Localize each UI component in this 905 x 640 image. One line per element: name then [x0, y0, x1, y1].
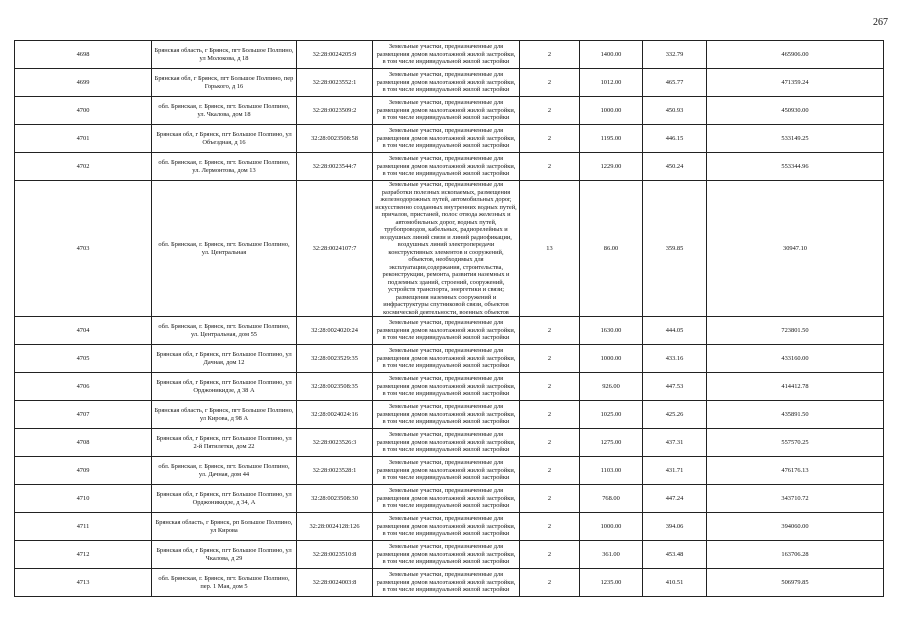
group-number-cell: 2 — [520, 513, 580, 541]
cadastral-number-cell: 32:28:0024024:16 — [297, 401, 373, 429]
cadastral-value-cell: 394060.00 — [707, 513, 884, 541]
address-cell: Брянская обл, г Брянск, пгт Большое Полпино, ул Объездная, д 16 — [152, 125, 297, 153]
table-row — [15, 373, 884, 401]
land-use-cell: Земельные участки, предназначенные для размещения домов малоэтажной жилой застройки, в том числе индивидуальной жилой застройки — [373, 69, 520, 97]
table-row — [15, 317, 884, 345]
cadastral-number-cell: 32:28:0023528:1 — [297, 457, 373, 485]
table-row — [15, 41, 884, 69]
address-cell: обл. Брянская, г. Брянск, пгт. Большое Полпино, ул. Дачная, дом 44 — [152, 457, 297, 485]
group-number-cell: 2 — [520, 429, 580, 457]
cadastral-number-cell: 32:28:0024107:7 — [297, 181, 373, 317]
row-number: 4713 — [15, 569, 152, 597]
cadastral-number-cell: 32:28:0023529:35 — [297, 345, 373, 373]
row-number: 4703 — [15, 181, 152, 317]
group-number-cell: 2 — [520, 125, 580, 153]
table-row — [15, 541, 884, 569]
area-cell: 1630.00 — [580, 317, 643, 345]
address-cell: Брянская обл, г Брянск, пгт Большое Полпино, ул 2-й Пятилетки, дом 22 — [152, 429, 297, 457]
table-row — [15, 429, 884, 457]
cadastral-value-cell: 723801.50 — [707, 317, 884, 345]
cadastral-value-cell: 450930.00 — [707, 97, 884, 125]
land-use-cell: Земельные участки, предназначенные для размещения домов малоэтажной жилой застройки, в том числе индивидуальной жилой застройки — [373, 513, 520, 541]
row-number: 4705 — [15, 345, 152, 373]
address-cell: Брянская обл, г Брянск, пгт Большое Полпино, ул Чкалова, д 29 — [152, 541, 297, 569]
land-use-cell: Земельные участки, предназначенные для размещения домов малоэтажной жилой застройки, в том числе индивидуальной жилой застройки — [373, 41, 520, 69]
land-use-cell: Земельные участки, предназначенные для разработки полезных ископаемых, размещения железнодорожных путей, автомобильных дорог, искусственно созданных внутренних водных путей, причалов, пристаней, полос отвода железных и автомобильных дорог, водных путей, трубопроводов, кабельных, радиорелейных и воздушных линий связи и линий радиофикации, воздушных линий электропередачи конструктивных элементов и сооружений, объектов, необходимых для эксплуатации,содержания, строительства, реконструкции, ремонта, развития наземных и подземных зданий, строений, сооружений, устройств транспорта, энергетики и связи; размещения наземных сооружений и инфраструктуры спутниковой связи, объектов космической деятельности, военных объектов — [373, 181, 520, 317]
cadastral-number-cell: 32:28:0023509:2 — [297, 97, 373, 125]
specific-value-cell: 425.26 — [643, 401, 707, 429]
area-cell: 1229.00 — [580, 153, 643, 181]
address-cell: Брянская область, г Брянск, рп Большое Полпино, ул Кирова — [152, 513, 297, 541]
address-cell: Брянская область, г Брянск, пгт Большое Полпино, ул Кирова, д 98 А — [152, 401, 297, 429]
cadastral-value-cell: 163706.28 — [707, 541, 884, 569]
specific-value-cell: 410.51 — [643, 569, 707, 597]
specific-value-cell: 447.24 — [643, 485, 707, 513]
table-row — [15, 457, 884, 485]
specific-value-cell: 431.71 — [643, 457, 707, 485]
group-number-cell: 2 — [520, 569, 580, 597]
group-number-cell: 2 — [520, 373, 580, 401]
address-cell: обл. Брянская, г. Брянск, пгт. Большое Полпино, ул. Центральная — [152, 181, 297, 317]
cadastral-value-cell: 414412.78 — [707, 373, 884, 401]
cadastral-value-cell: 471359.24 — [707, 69, 884, 97]
address-cell: Брянская обл, г Брянск, пгт Большое Полпино, пер Горького, д 16 — [152, 69, 297, 97]
area-cell: 1195.00 — [580, 125, 643, 153]
table-row — [15, 69, 884, 97]
land-use-cell: Земельные участки, предназначенные для размещения домов малоэтажной жилой застройки, в том числе индивидуальной жилой застройки — [373, 485, 520, 513]
cadastral-value-cell: 343710.72 — [707, 485, 884, 513]
land-use-cell: Земельные участки, предназначенные для размещения домов малоэтажной жилой застройки, в том числе индивидуальной жилой застройки — [373, 317, 520, 345]
row-number: 4708 — [15, 429, 152, 457]
area-cell: 361.00 — [580, 541, 643, 569]
land-use-cell: Земельные участки, предназначенные для размещения домов малоэтажной жилой застройки, в том числе индивидуальной жилой застройки — [373, 569, 520, 597]
row-number: 4710 — [15, 485, 152, 513]
address-cell: обл. Брянская, г. Брянск, пгт. Большое Полпино, ул. Чкалова, дом 18 — [152, 97, 297, 125]
specific-value-cell: 453.48 — [643, 541, 707, 569]
row-number: 4701 — [15, 125, 152, 153]
cadastral-number-cell: 32:28:0024128:126 — [297, 513, 373, 541]
cadastral-value-cell: 433160.00 — [707, 345, 884, 373]
cadastral-value-cell: 533149.25 — [707, 125, 884, 153]
cadastral-value-cell: 557570.25 — [707, 429, 884, 457]
cadastral-number-cell: 32:28:0023508:30 — [297, 485, 373, 513]
area-cell: 1275.00 — [580, 429, 643, 457]
cadastral-value-cell: 30947.10 — [707, 181, 884, 317]
address-cell: обл. Брянская, г. Брянск, пгт. Большое Полпино, ул. Лермонтова, дом 13 — [152, 153, 297, 181]
area-cell: 1000.00 — [580, 345, 643, 373]
table-row — [15, 125, 884, 153]
area-cell: 86.00 — [580, 181, 643, 317]
row-number: 4711 — [15, 513, 152, 541]
area-cell: 1000.00 — [580, 513, 643, 541]
land-use-cell: Земельные участки, предназначенные для размещения домов малоэтажной жилой застройки, в том числе индивидуальной жилой застройки — [373, 401, 520, 429]
specific-value-cell: 465.77 — [643, 69, 707, 97]
specific-value-cell: 394.06 — [643, 513, 707, 541]
address-cell: Брянская область, г Брянск, пгт Большое Полпино, ул Молокова, д 18 — [152, 41, 297, 69]
cadastral-number-cell: 32:28:0024020:24 — [297, 317, 373, 345]
address-cell: обл. Брянская, г. Брянск, пгт. Большое Полпино, пер. 1 Мая, дом 5 — [152, 569, 297, 597]
cadastral-number-cell: 32:28:0023552:1 — [297, 69, 373, 97]
land-use-cell: Земельные участки, предназначенные для размещения домов малоэтажной жилой застройки, в том числе индивидуальной жилой застройки — [373, 541, 520, 569]
cadastral-value-cell: 476176.13 — [707, 457, 884, 485]
table-row — [15, 181, 884, 317]
area-cell: 1000.00 — [580, 97, 643, 125]
row-number: 4712 — [15, 541, 152, 569]
specific-value-cell: 450.24 — [643, 153, 707, 181]
table-row — [15, 513, 884, 541]
group-number-cell: 2 — [520, 541, 580, 569]
land-use-cell: Земельные участки, предназначенные для размещения домов малоэтажной жилой застройки, в том числе индивидуальной жилой застройки — [373, 153, 520, 181]
group-number-cell: 2 — [520, 69, 580, 97]
row-number: 4709 — [15, 457, 152, 485]
cadastral-number-cell: 32:28:0024003:8 — [297, 569, 373, 597]
area-cell: 926.00 — [580, 373, 643, 401]
row-number: 4700 — [15, 97, 152, 125]
address-cell: Брянская обл, г Брянск, пгт Большое Полпино, ул Орджоникидзе, д 38 А — [152, 373, 297, 401]
area-cell: 1025.00 — [580, 401, 643, 429]
row-number: 4698 — [15, 41, 152, 69]
table-row — [15, 97, 884, 125]
table-row — [15, 401, 884, 429]
cadastral-value-table — [14, 40, 884, 597]
address-cell: Брянская обл, г Брянск, пгт Большое Полпино, ул Орджоникидзе, д 34, А — [152, 485, 297, 513]
table-row — [15, 153, 884, 181]
address-cell: Брянская обл, г Брянск, пгт Большое Полпино, ул Дачная, дом 12 — [152, 345, 297, 373]
row-number: 4699 — [15, 69, 152, 97]
specific-value-cell: 437.31 — [643, 429, 707, 457]
row-number: 4707 — [15, 401, 152, 429]
row-number: 4706 — [15, 373, 152, 401]
group-number-cell: 2 — [520, 317, 580, 345]
address-cell: обл. Брянская, г. Брянск, пгт. Большое Полпино, ул. Центральная, дом 55 — [152, 317, 297, 345]
specific-value-cell: 447.53 — [643, 373, 707, 401]
table-row — [15, 345, 884, 373]
cadastral-number-cell: 32:28:0024205:9 — [297, 41, 373, 69]
land-use-cell: Земельные участки, предназначенные для размещения домов малоэтажной жилой застройки, в том числе индивидуальной жилой застройки — [373, 97, 520, 125]
table-row — [15, 485, 884, 513]
cadastral-number-cell: 32:28:0023526:3 — [297, 429, 373, 457]
specific-value-cell: 444.05 — [643, 317, 707, 345]
specific-value-cell: 433.16 — [643, 345, 707, 373]
cadastral-number-cell: 32:28:0023510:8 — [297, 541, 373, 569]
cadastral-value-cell: 506979.85 — [707, 569, 884, 597]
area-cell: 768.00 — [580, 485, 643, 513]
area-cell: 1235.00 — [580, 569, 643, 597]
cadastral-value-cell: 435891.50 — [707, 401, 884, 429]
area-cell: 1400.00 — [580, 41, 643, 69]
cadastral-number-cell: 32:28:0023508:58 — [297, 125, 373, 153]
group-number-cell: 2 — [520, 97, 580, 125]
land-use-cell: Земельные участки, предназначенные для размещения домов малоэтажной жилой застройки, в том числе индивидуальной жилой застройки — [373, 373, 520, 401]
land-use-cell: Земельные участки, предназначенные для размещения домов малоэтажной жилой застройки, в том числе индивидуальной жилой застройки — [373, 345, 520, 373]
row-number: 4702 — [15, 153, 152, 181]
group-number-cell: 2 — [520, 401, 580, 429]
land-use-cell: Земельные участки, предназначенные для размещения домов малоэтажной жилой застройки, в том числе индивидуальной жилой застройки — [373, 125, 520, 153]
group-number-cell: 2 — [520, 345, 580, 373]
group-number-cell: 2 — [520, 153, 580, 181]
page-number: 267 — [873, 17, 888, 28]
specific-value-cell: 450.93 — [643, 97, 707, 125]
cadastral-number-cell: 32:28:0023508:35 — [297, 373, 373, 401]
cadastral-value-cell: 553344.96 — [707, 153, 884, 181]
specific-value-cell: 359.85 — [643, 181, 707, 317]
group-number-cell: 2 — [520, 457, 580, 485]
group-number-cell: 13 — [520, 181, 580, 317]
land-use-cell: Земельные участки, предназначенные для размещения домов малоэтажной жилой застройки, в том числе индивидуальной жилой застройки — [373, 429, 520, 457]
area-cell: 1103.00 — [580, 457, 643, 485]
row-number: 4704 — [15, 317, 152, 345]
table-row — [15, 569, 884, 597]
group-number-cell: 2 — [520, 485, 580, 513]
land-use-cell: Земельные участки, предназначенные для размещения домов малоэтажной жилой застройки, в том числе индивидуальной жилой застройки — [373, 457, 520, 485]
group-number-cell: 2 — [520, 41, 580, 69]
specific-value-cell: 332.79 — [643, 41, 707, 69]
area-cell: 1012.00 — [580, 69, 643, 97]
cadastral-value-cell: 465906.00 — [707, 41, 884, 69]
specific-value-cell: 446.15 — [643, 125, 707, 153]
cadastral-number-cell: 32:28:0023544:7 — [297, 153, 373, 181]
